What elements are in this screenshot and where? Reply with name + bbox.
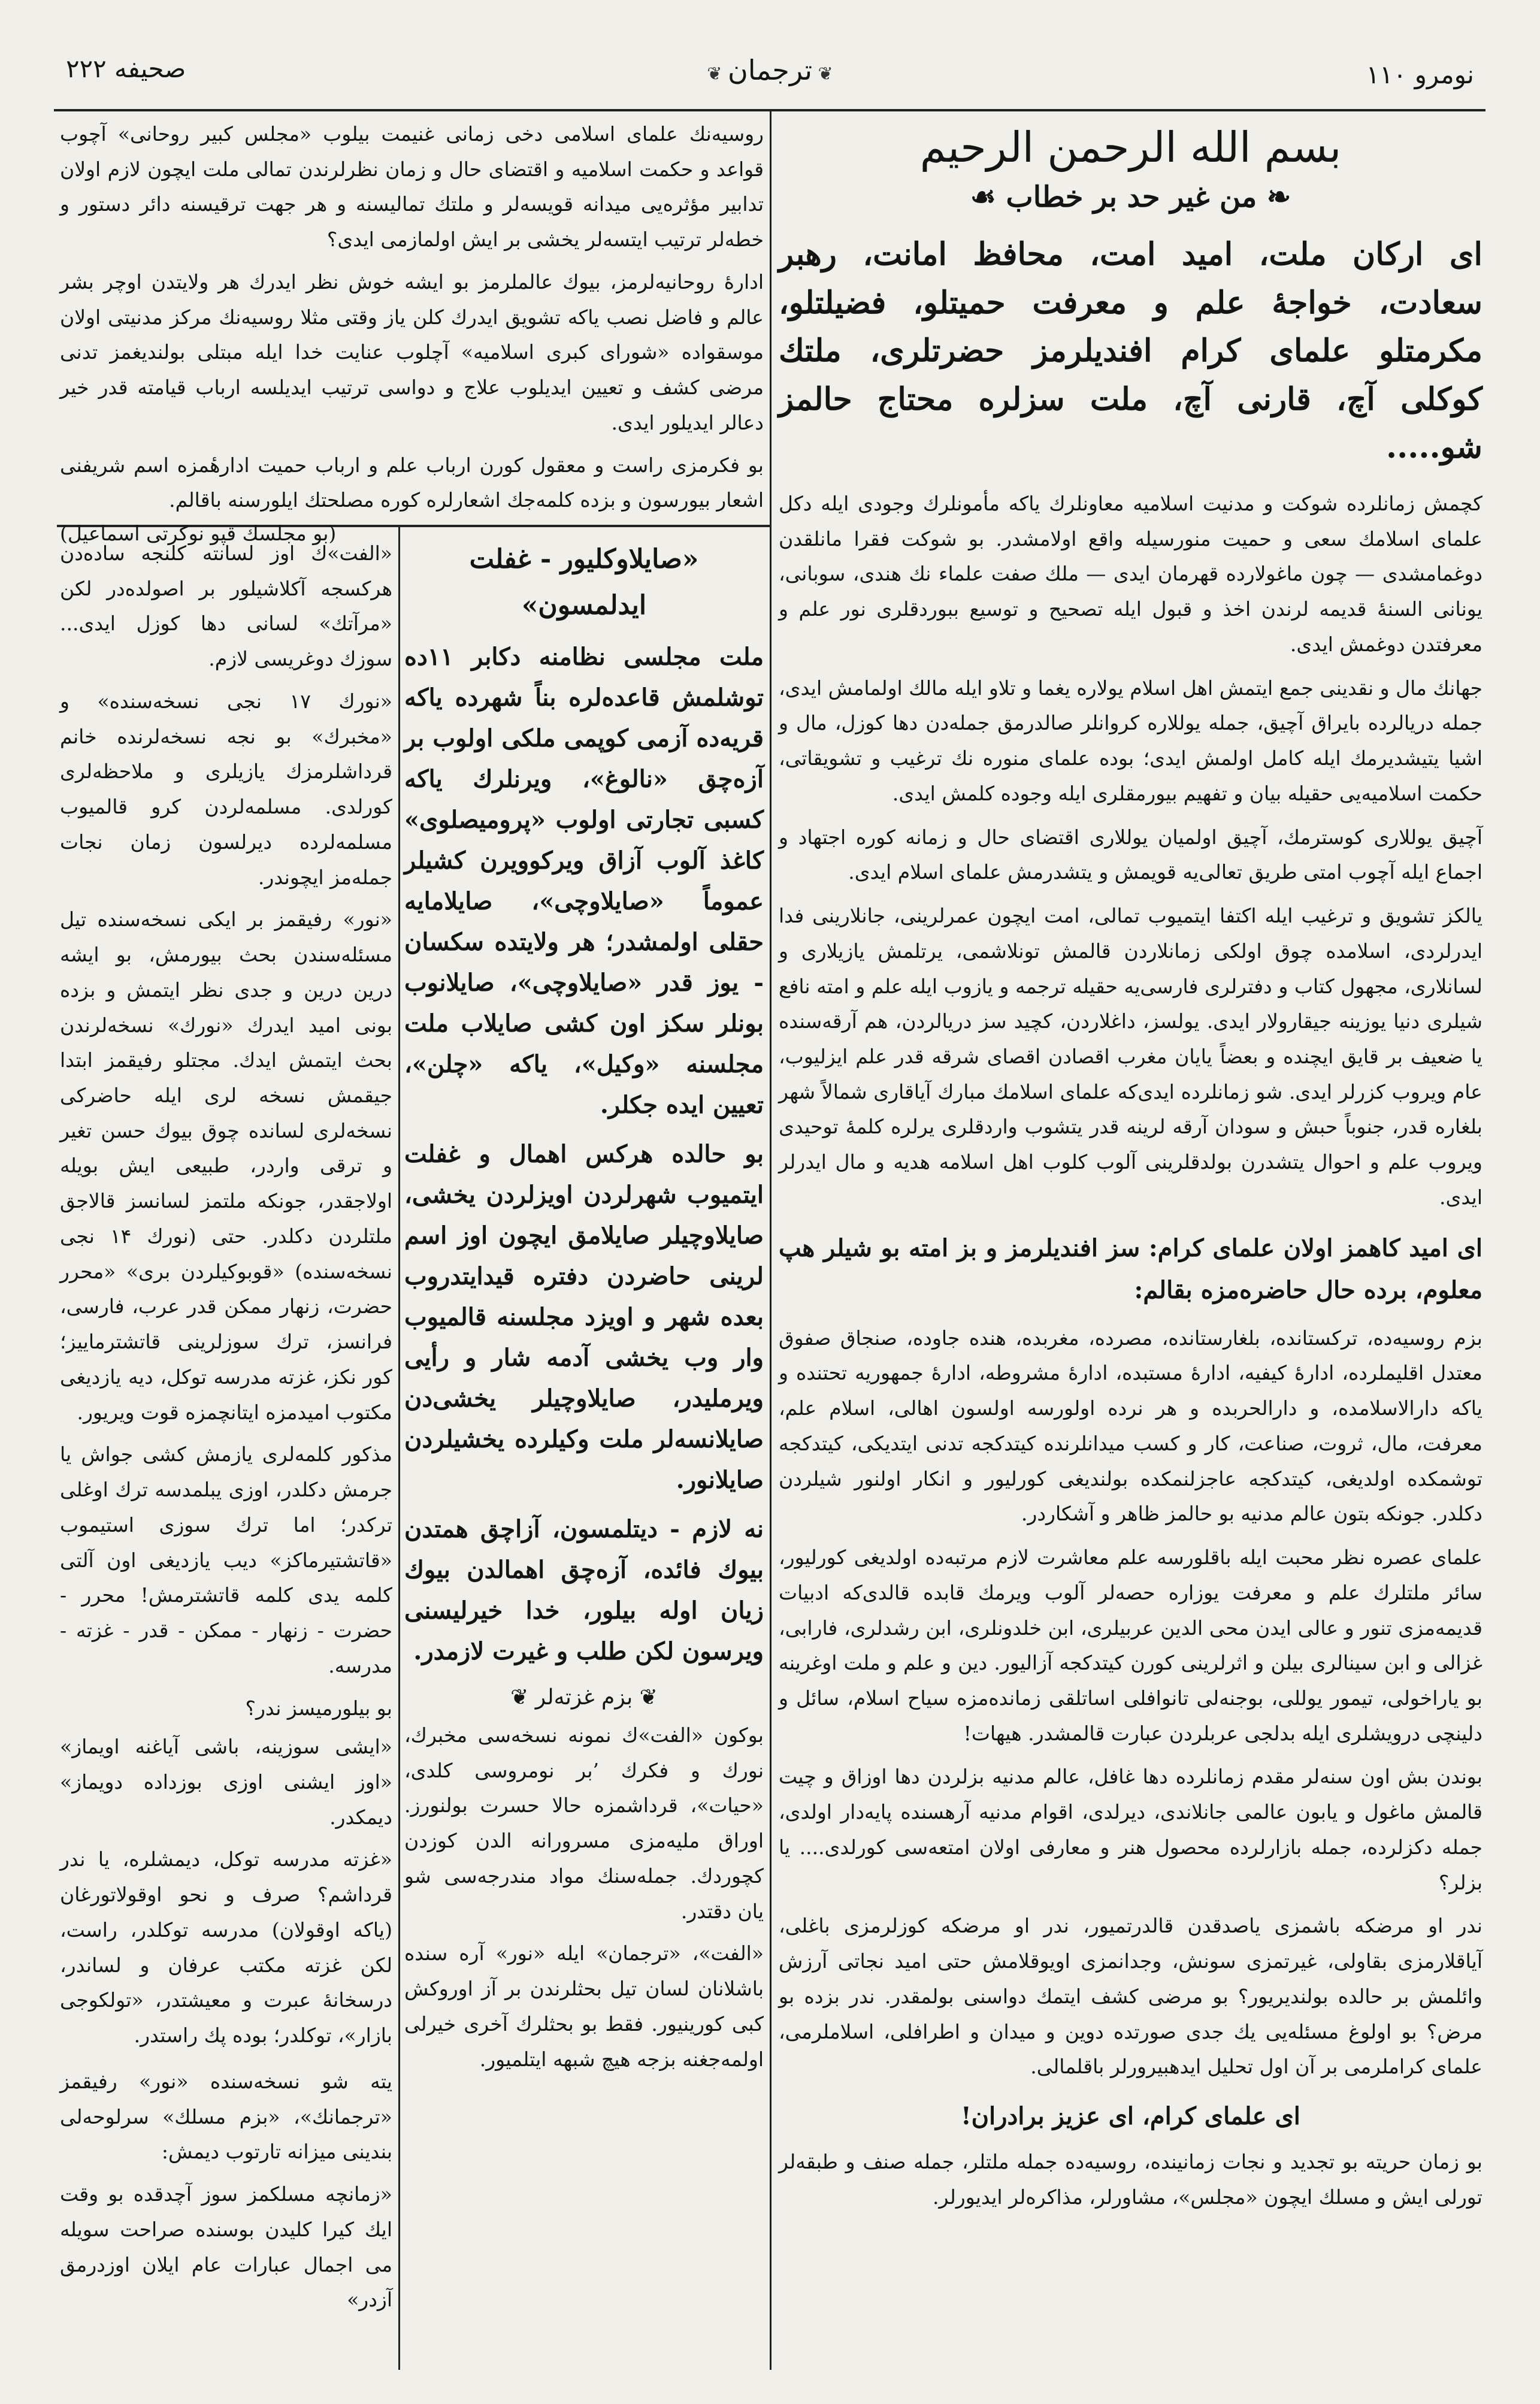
middle-paragraph-2: بو حالده هرکس اهمال و غفلت ایتمیوب شهرلردن اویزلردن یخشی، صایلاوچیلر صایلامق ایچون اوز اسم لرینی حاضردن دفتره قیدایتدروب بعده شهر و اویزد مجلسنه قالمیوب وار وب یخشی آدمه شار و رأیی ویرملیدر، صایلاوچیلر یخشی‌دن صایلانسه‌لر ملت وکیلرده یخشیلردن صایلانور. xyxy=(404,1140,764,1494)
appeal-text: ای امید کاهمز اولان علمای کرام: سز افندیلرمز و بز امته بو شیلر هپ معلوم، برده حال حاضره‌مزه بقالم: xyxy=(779,1233,1482,1304)
right-paragraph-5: بزم روسیه‌ده، ترکستانده، بلغارستانده، مصرده، مغربده، هنده جاوده، صنجاق صفوق معتدل اقلیملرده، ادارهٔ کیفیه، ادارهٔ مستبده، ادارهٔ مشروطه، ادارهٔ جمهوریه تحتنده و یاکه دارالاسلامده، و دارالحربده و هر نرده اولورسه اولسون اهالی، اسلام علم، معرفت، مال، ثروت، صناعت، کار و کسب میدانلرنده کیتدکجه تدنی ایتدیکی، کیتدکجه توشمکده اولدیغی، کیتدکجه عاجزلنمکده بولندیغی کورلیور و انکار اولنور شیلردن دکلدر. جونکه بتون عالم مدنیه بو حالمز ظاهر و آشکاردر. xyxy=(779,1326,1482,1526)
left-paragraph-1: «الفت»ك اوز لسانته کلنجه ساده‌دن هرکسجه آکلاشیلور بر اصولده‌در لکن «مرآتك» لسانی دها کوزل ایدی... سوزك دوغریسی لازم. xyxy=(60,542,392,671)
middle-paragraph-1: ملت مجلسی نظامنه دکابر ۱۱ده توشلمش قاعده‌لره بناً شهرده یاکه قریه‌ده آزمی کوپمی ملکی اولوب بر آزه‌چق «نالوغ»، ویرنلرك یاکه کسبی تجارتی اولوب «پرومیصلوی» کاغذ آلوب آزاق ویرکوویرن کشیلر عموماً «صایلاوچی»، صایلامایه حقلی اولمشدر؛ هر ولایتده سکسان - یوز قدر «صایلاوچی»، صایلانوب بونلر سکز اون کشی صایلاب ملت مجلسنه «وکیل»، یاکه «چلن»، تعیین ایده جکلر. xyxy=(404,643,764,1119)
middle-column xyxy=(404,536,764,2369)
right-paragraph-8: ندر او مرضکه باشمزی یاصدقدن قالدرتمیور، ندر او مرضکه کوزلرمزی باغلی، آیاقلارمزی بقاولی، غیرتمزی سونش، وجدانمزی اویوقلامش حتی امید نجاتی آرزش وائلمش بر حالده بولندیریور؟ بو مرضی کشف ایتمك دوا‌سنی بولمقدر. ندر بزده بو مرض؟ بو اولوغ مسئله‌یی یك جدی صورتده دوین و میدان و اطرافلی، اسلاملرمی، علمای کراملرمی بر آن اول تحلیل ایدهبیرورلر باقلمالی. xyxy=(779,1914,1482,2079)
subtitle2-text: بزم غزته‌لر xyxy=(535,1685,633,1710)
ornament-icon: ❦ xyxy=(707,63,728,84)
left-column xyxy=(60,536,392,2369)
middle-paragraph-5: «الفت»، «ترجمان» ایله «نور» آره‌ سنده باشلانان لسان تیل بحثلرندن بر آز اوروکش کبی کورینیور. فقط بو بحثلرك آخری خیرلی اولمه‌جغنه بزجه هیچ شبهه ایتلمیور. xyxy=(404,1942,764,2071)
address-text: ای ارکان ملت، امید امت، محافظ امانت، رهبر سعادت، خواجهٔ علم و معرفت حمیتلو، فضیلتلو، مکرمتلو علمای کرام افندیلرمز حضرتلری، ملتك کوکلی آچ، قارنی آچ، ملت سزلره محتاج حالمز شو..... xyxy=(779,236,1482,466)
right-paragraph-4: یالکز تشویق و ترغیب ایله اکتفا ایتمیوب تمالی، امت ایچون عمرلرینی، جانلارینی فدا ایدرلردی، اسلامده چوق اولکی زمانلاردن قالمش تونلاشمی، یرتلمش یازیلاری و لسانلاری، مجهول کتاب و دفترلری فارسی‌یه حقیله ترجمه و یازوب ایله علم و امته نافع شیلری دنیا یوزینه جیقارولار ایدی. یولسز، داغلاردن، کچید سز دریالردن، هم آرقه‌سنده یا ضعیف بر قایق ایچنده و بعضاً یایان مغرب اقصادن اقصای شرقه قدر علم ایزلیوب، عام ویروب کزرلر ایدی. شو زمانلرده ایدی‌که علمای اسلامك مبارك آیاقاری شمالاً شهر بلغاره قدر، جنوباً حبش و سودان آرقه لرینه قدر یتشوب واردقلری یرلره کلمهٔ توحیدی ویروب علم و احوال یتشدرن بولدقلرینی آلوب کلوب اهل اسلامه هدیه و مال ایدرلر ایدی. xyxy=(779,904,1482,1209)
left-paragraph-3: «نور» رفیقمز بر ایکی نسخه‌سنده تیل مسئله‌سندن بحث بیورمش، بو ایشه درین درین و جدی نظر ایتمش و بزده بونی امید ایدرك «نورك» نسخه‌لرندن بحث ایتمش ایدك. مجتلو رفیقمز ابتدا جیقمش نسخه لری ایله حاضرکی نسخه‌لری لسانده چوق بیوك حسن تغیر و ترقی واردر، طبیعی ایش بویله اولاجقدر، جونکه ملتمز لسانسز قالاجق ملتلردن دکلدر. حتی (نورك ۱۴ نجی نسخه‌سنده) «قوبوکیلردن بری» «محرر حضرت، زنهار ممکن قدر عرب، فارسی، فرانسز، ترك سوزلرینی قاتشترماییز؛ کور نکز، غزته مدرسه توکل، دیه یازدیغی مکتوب امیدمزه ایتانچمزه قوت ویریور. xyxy=(60,908,393,1424)
ornament-icon: ❧ xyxy=(1257,180,1291,214)
closing-text: بو زمان حریته بو تجدید و نجات زمانینده، روسیه‌ده جمله ملتلر، جمله صنف و طبقه‌لر تورلی ایش و مسلك ایچون «مجلس»، مشاورلر، مذاکره‌لر ایدیورلر. xyxy=(779,2150,1482,2209)
left-paragraph-8: یته شو نسخه‌سنده «نور» رفیقمز «ترجمانك»، «بزم مسلك» سرلوحه‌لی بندینی میزانه تارتوب دیمش: xyxy=(60,2069,392,2164)
left-paragraph-9: «زمانچه مسلکمز سوز آچدقده بو وقت ایك کیرا کلیدن بوسنده صراحت سویله می اجمال عبارات عام ایلان اوزدرمق آزدر» xyxy=(60,2182,392,2312)
closing-title: ای علمای کرام، ای عزیز برادران! xyxy=(961,2102,1300,2131)
left-paragraph-6: «ایشی سوزینه، باشی آیاغنه اویماز» «اوز ایشنی اوزی بوزداده دویماز» دیمکدر. xyxy=(60,1735,392,1829)
right-paragraph-1: کچمش زمانلرده شوکت و مدنیت اسلامیه معاونلرك یاکه مأمونلرك وجودی ایله دکل علمای اسلامك سعی و حمیت منورسیله واقع اولامشدر. بو شوکت فقرا مانلقدن دوغمامشدی — چون ماغولارده قهرمان ایدی — ملك صفت علماء نك هندی، سوبانی، یونانی السنهٔ قدیمه لرندن اخذ و قبول ایله تصحیح و توسیع ببوردقلری نور علم و معرفتدن دوغمش ایدی. xyxy=(779,491,1482,656)
ornament-icon: ❦ xyxy=(812,63,833,84)
signature: (بو مجلسك قپو نوکرتی اسماعیل) xyxy=(60,522,337,546)
right-paragraph-3: آچیق یوللاری کوسترمك، آچیق اولمیان یوللاری اقتضای حال و زمانه کوره اجتهاد و اجماع ایله آچوب امتی طریق تعالی‌یه قویمش و یتشدرمش علمای اسلام ایدی. xyxy=(779,825,1482,884)
right-paragraph-7: بوندن بش اون سنه‌لر مقدم زمانلرده دها غافل، عالم مدنیه بزلردن دها اوزاق و چیت قالمش ماغول و یابون عالمی جانلاندی، دیرلدی، اقوام مدنیه آرهسنده پایه‌دار اولدی، جمله دکزلرده، جمله بازارلرده محصول هنر و معارفی اولان امتعه‌سی کورلدی.... یا بزلر؟ xyxy=(779,1765,1482,1894)
ornament-icon: ❦ xyxy=(510,1685,535,1710)
column-rule-right xyxy=(770,111,771,2370)
right-column xyxy=(779,117,1482,2375)
issue-number: نومرو ۱۱۰ xyxy=(1366,60,1474,89)
right-paragraph-2: جهانك مال و نقدینی جمع ایتمش اهل اسلام یولاره یغما و تلاو ایله مالك اولمامش ایدی، جمله دریالرده بایراق آچیق، جمله یوللاره کروانلر صالدرمق جمله‌دن دها کوزل، مال و اشیا یتیشدیرمك ایله کامل اولمش ایدی؛ بوده علمای منوره نك ترغیب و تشویقاتی، حکمت اسلامیه‌یی حقیله بیان و تفهیم بیورمقلری ایله وجوده کلمش ایدی. xyxy=(779,676,1482,805)
top-left-block xyxy=(60,117,764,546)
middle-paragraph-3: نه لازم - دیتلمسون، آزاچق همتدن بیوك فائده، آزه‌چق اهمالدن بیوك زیان اوله بیلور، خدا خیرلیسنی ویرسون لکن طلب و غیرت لازمدر. xyxy=(404,1515,764,1665)
basmala: بسم الله الرحمن الرحیم xyxy=(919,123,1342,172)
middle-paragraph-4: بوکون «الفت»ك نمونه نسخه‌سی مخبرك، نورك و فکرك ’بر نومروسی کلدی، «حیات»، قرداشمزه حالا حسرت بولنورز. اوراق ملیه‌مزی مسرورانه الدن کوزدن کچوردك. جمله‌سنك مواد مندرجه‌سی شو یان دقتدر. xyxy=(404,1723,764,1923)
ornament-icon: ❦ xyxy=(633,1685,658,1710)
page-number: صحیفه ۲۲۲ xyxy=(66,54,186,83)
right-paragraph-6: علمای عصره نظر محبت ایله باقلورسه علم معاشرت لازم مرتبه‌ده اولدیغی کورلیور، سائر ملتلرك علم و معرفت یوزاره حصه‌لر آلوب ویرمك قابده قالدی‌که ادبیات قدیمه‌مزی تنور و عالی ایدن محی الدین عربیلری، ابن خلدونلری، ابن رشدلری، فارابی، غزالی و ابن سینالری بیلن و اثرلرینی کورن کیتدکجه آزالیور. دین و علم و ملت اوغرینه بو یاراخولی، تیمور یوللی، بوجنه‌لی تانوافلی اساتلقی زمانده‌مزه سیاح اسلام، سائل و دلینچی درویشلری ایله بدلجی عربلردن عبارت قالمشدر. هیهات! xyxy=(779,1546,1482,1745)
left-paragraph-4: مذکور کلمه‌لری یازمش کشی جواش یا جرمش دکلدر، اوزی یبلمدسه ترك اوغلی ترکدر؛ اما ترك سوزی استیموب «قاتشتیرماکز» دیب یازدیغی اون آلتی کلمه یدی کلمه قاتشترمش! محرر - حضرت - زنهار - ممکن - قدر - غزته - مدرسه. xyxy=(60,1443,392,1677)
column-rule-left xyxy=(398,527,400,2370)
top-left-paragraph-2: ادارهٔ روحانیه‌لرمز، بیوك عالملرمز بو ایشه خوش نظر ایدرك هر ولایتدن اوچر بشر عالم و فاضل نصب یاکه تشویق ایدرك کلن یاز وقتی مثلا روسیه‌نك مرکز مدنیتی اولان موسقواده «شورای کبری اسلامیه» آچلوب عنایت خدا ایله مبتلی بولندیغمز تدنی مرضی کشف و تعیین ایدیلوب علاج و دواسی ترتیب ایدیلسه ارباب قیامته قدر خیر دعالر ایدیلور ایدی. xyxy=(60,270,764,434)
left-paragraph-2: «نورك ۱۷ نجی نسخه‌سنده» و «مخبرك» بو نجه نسخه‌لرنده خانم قرداشلرمزك یازیلری و ملاحظه‌لری کورلدی. مسلمه‌لردن کرو قالمیوب مسلمه‌لرده دیرلسون زمان نجات جمله‌مز ایچوندر. xyxy=(60,689,392,889)
ornament-icon: ☙ xyxy=(970,180,1006,214)
section-subtitle xyxy=(404,1685,764,1710)
left-paragraph-7: «غزته مدرسه توکل، دیمشلره، یا ندر قرداشم؟ صرف و نحو اوقولاتورغان (یاکه اوقولان) مدرسه توکلدر، راست، لکن غزته مکتب عرفان و لساندر، درسخانهٔ عبرت و معیشتدر، «تولکوجی بازار»، توکلدر؛ بوده پك راستدر. xyxy=(60,1847,392,2048)
top-left-paragraph-3: بو فکرمزی راست و معقول کورن ارباب علم و ارباب حمیت ادارهٔمزه اسم شریفنی اشعار بیورسون و بزده کلمه‌جك اشعارلره کوره مصلحتك ایلورسنه باقالم. xyxy=(60,453,764,512)
article-subtitle xyxy=(779,180,1482,214)
newspaper-name: ترجمان xyxy=(727,54,813,86)
page-header xyxy=(54,42,1486,108)
top-left-paragraph-1: روسیه‌نك علمای اسلامی دخی زمانی غنیمت بیلوب «مجلس کبیر روحانی» آچوب قواعد و حکمت اسلامیه و اقتضای حال و زمان نظرلرندن تمالی ملت ایچون لازم اولان تدابیر مؤثره‌یی میدانه قویسه‌لر و ملتك تمالیسنه و هر جهت ترقیسنه دائر دستور و خطه‌لر ترتیب ایتسه‌لر یخشی بر ایش اولمازمی ایدی؟ xyxy=(60,122,764,252)
left-paragraph-5: بو بیلورمیسز ندر؟ xyxy=(245,1696,392,1720)
subtitle-text: من غیر حد بر خطاب xyxy=(1006,180,1257,214)
newspaper-title xyxy=(707,54,833,86)
article-title: «صایلاوکلیور - غفلت ایدلمسون» xyxy=(469,544,699,621)
